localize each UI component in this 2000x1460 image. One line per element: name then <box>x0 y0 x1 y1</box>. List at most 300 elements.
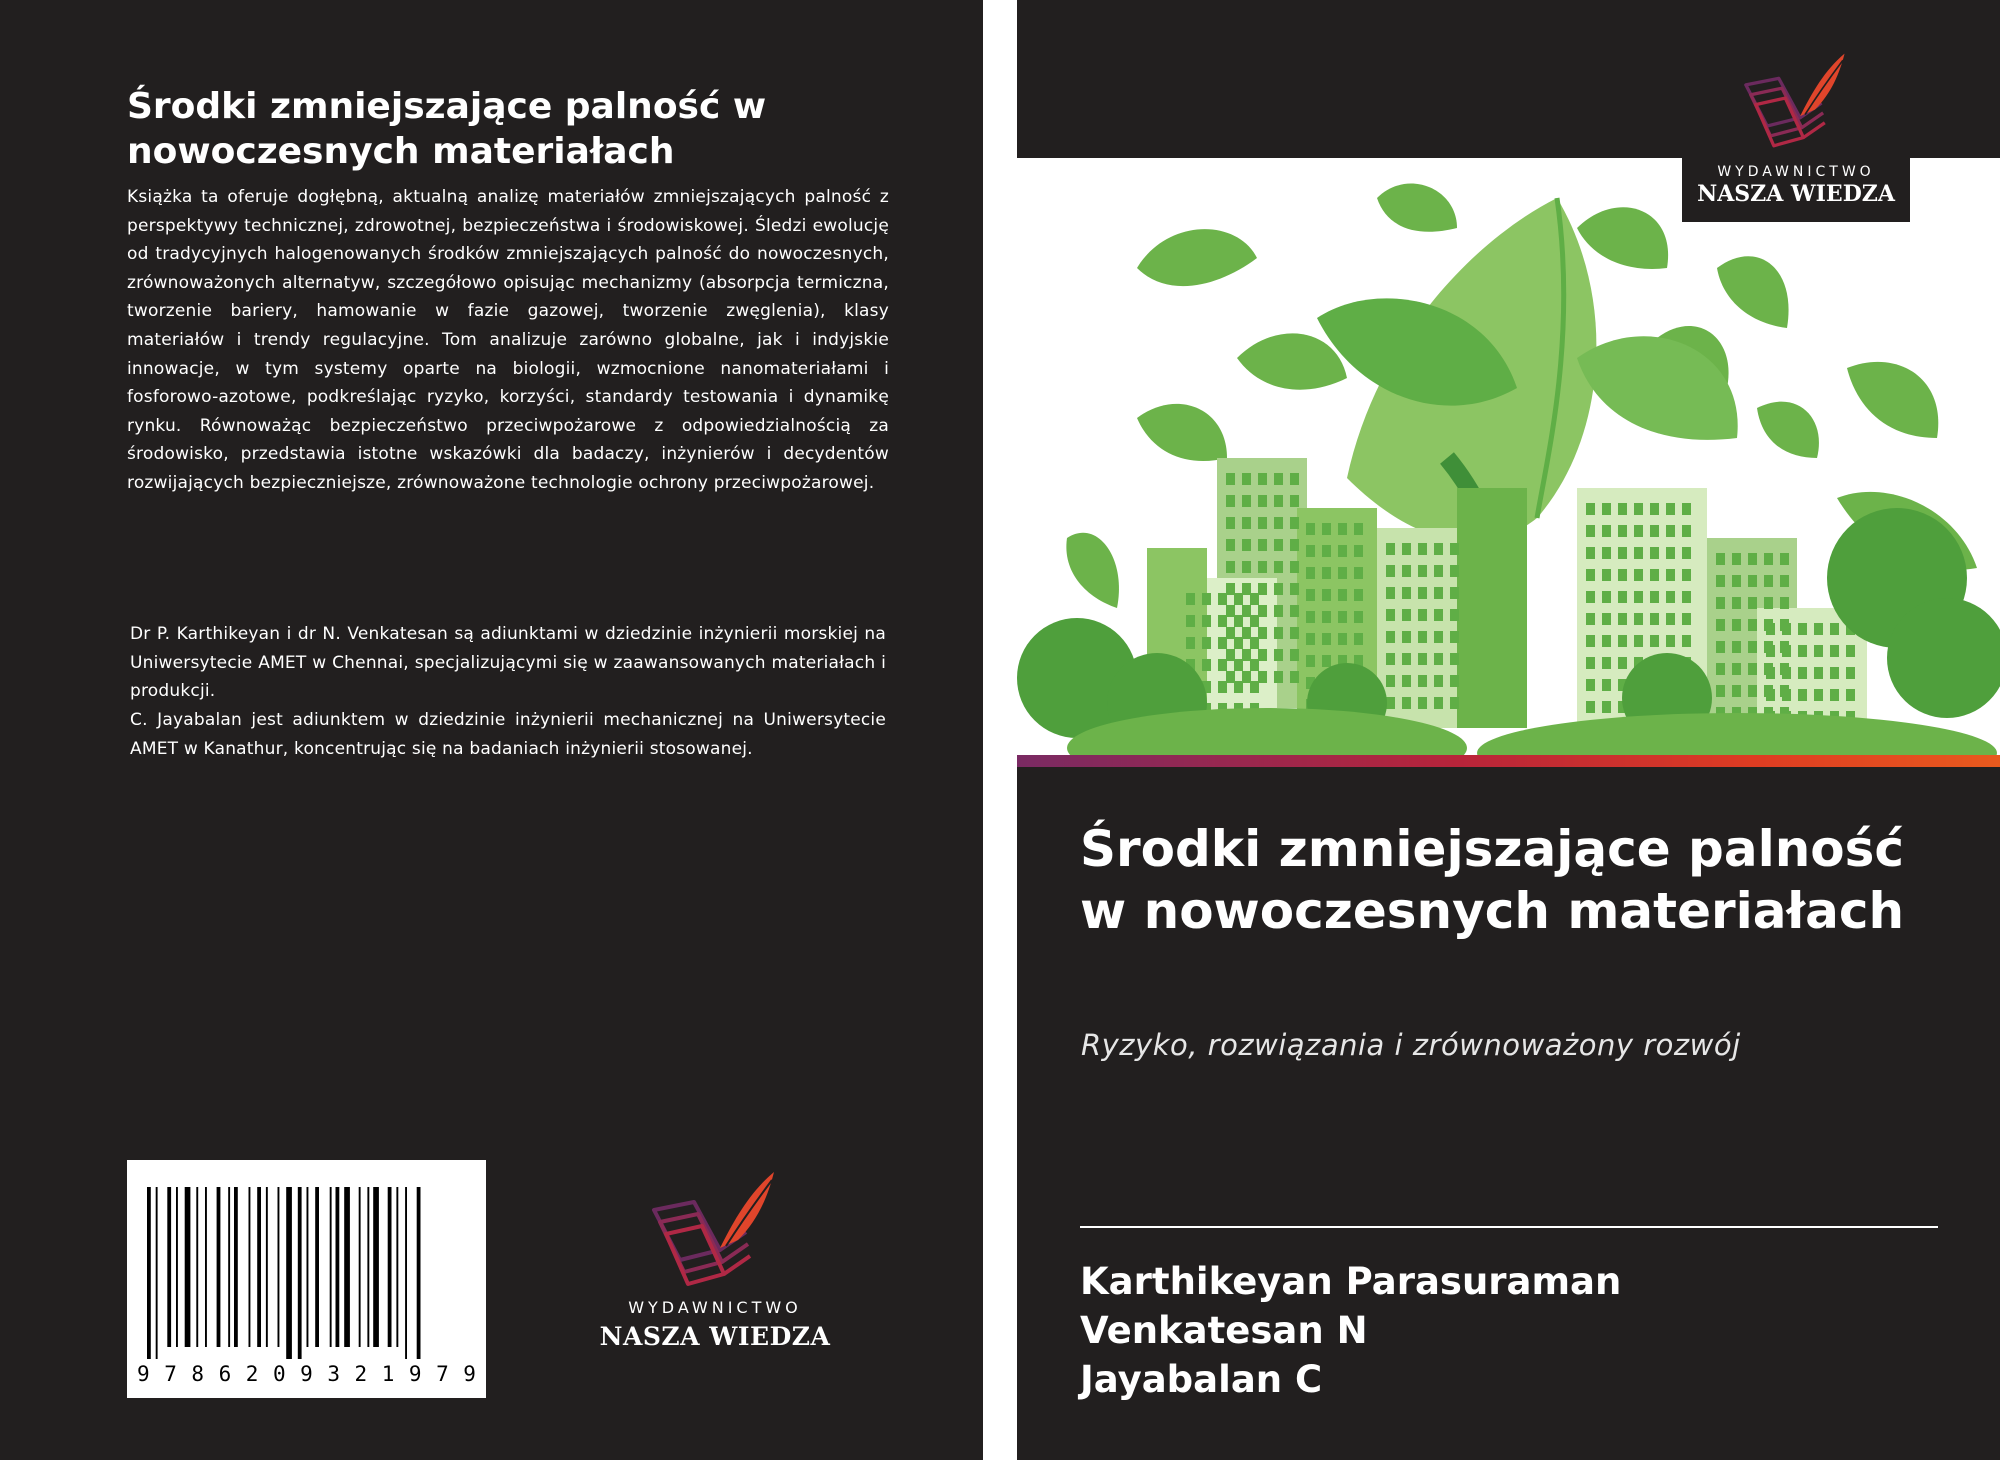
building-window <box>1780 597 1789 609</box>
building-window <box>1354 567 1363 579</box>
building-window <box>1242 583 1251 595</box>
green-city-leaves-illustration <box>1017 158 2000 762</box>
building-window <box>1418 631 1427 643</box>
building-window <box>1258 583 1267 595</box>
building-window <box>1418 697 1427 709</box>
building-window <box>1274 517 1283 529</box>
building-window <box>1274 649 1283 661</box>
building-window <box>1602 613 1611 625</box>
building-window <box>1618 569 1627 581</box>
barcode-digit: 8 <box>191 1362 205 1386</box>
building-window <box>1290 495 1299 507</box>
barcode-bar <box>167 1187 171 1347</box>
building-window <box>1306 567 1315 579</box>
barcode-bar <box>367 1187 369 1347</box>
barcode-bar <box>298 1187 302 1359</box>
building-window <box>1418 675 1427 687</box>
barcode-digit: 1 <box>381 1362 395 1386</box>
building-window <box>1586 613 1595 625</box>
building-window <box>1250 637 1259 649</box>
building-window <box>1434 697 1443 709</box>
building-window <box>1434 587 1443 599</box>
building-window <box>1634 547 1643 559</box>
building-window <box>1354 611 1363 623</box>
authors-bio-1: Dr P. Karthikeyan i dr N. Venkatesan są adiunktami w dziedzinie inżynierii morskiej na Uniwersytecie AMET w Chennai, specjalizującymi się w zaawansowanych materiałach i produkcji. <box>130 624 886 702</box>
building-window <box>1386 697 1395 709</box>
building-window <box>1764 597 1773 609</box>
building-window <box>1748 619 1757 631</box>
building-window <box>1830 623 1839 635</box>
building-window <box>1618 503 1627 515</box>
building-window <box>1226 605 1235 617</box>
building-window <box>1226 583 1235 595</box>
building-window <box>1586 635 1595 647</box>
building-window <box>1290 583 1299 595</box>
building-window <box>1226 539 1235 551</box>
building-window <box>1226 473 1235 485</box>
building-window <box>1782 689 1791 701</box>
building-window <box>1586 525 1595 537</box>
building-window <box>1434 631 1443 643</box>
building-window <box>1402 587 1411 599</box>
publisher-line1: WYDAWNICTWO <box>1717 164 1875 180</box>
barcode-bar <box>286 1187 292 1359</box>
building-window <box>1306 633 1315 645</box>
building-window <box>1306 655 1315 667</box>
barcode-bar <box>156 1187 158 1359</box>
building-window <box>1434 653 1443 665</box>
barcode-bar <box>217 1187 221 1347</box>
building-window <box>1666 525 1675 537</box>
building-window <box>1242 671 1251 683</box>
barcode-bar <box>336 1187 340 1347</box>
building-window <box>1798 689 1807 701</box>
building-window <box>1274 539 1283 551</box>
building-window <box>1306 611 1315 623</box>
building-window <box>1434 609 1443 621</box>
building-window <box>1450 543 1459 555</box>
barcode-bar <box>196 1187 198 1347</box>
author-2: Venkatesan N <box>1080 1309 1368 1352</box>
building-window <box>1766 645 1775 657</box>
building-window <box>1450 675 1459 687</box>
building-window <box>1434 675 1443 687</box>
building-window <box>1402 697 1411 709</box>
building-window <box>1258 495 1267 507</box>
building-window <box>1338 523 1347 535</box>
author-3: Jayabalan C <box>1080 1358 1323 1401</box>
building-window <box>1258 605 1267 617</box>
barcode-bar <box>373 1187 379 1347</box>
authors-bio-2: C. Jayabalan jest adiunktem w dziedzinie inżynierii mechanicznej na Uniwersytecie AMET w Kanathur, koncentrując się na badaniach inżynierii stosowanej. <box>130 710 886 759</box>
back-cover-title: Środki zmniejszające palność w nowoczesnych materiałach <box>127 86 767 172</box>
building-window <box>1218 637 1227 649</box>
building-window <box>1666 635 1675 647</box>
building-window <box>1634 569 1643 581</box>
building-window <box>1354 545 1363 557</box>
building-window <box>1748 597 1757 609</box>
barcode-bar <box>330 1187 332 1347</box>
building-window <box>1830 689 1839 701</box>
building-window <box>1586 569 1595 581</box>
barcode-bar <box>205 1187 207 1347</box>
building-window <box>1748 575 1757 587</box>
building-window <box>1338 633 1347 645</box>
building-window <box>1322 545 1331 557</box>
building-window <box>1402 631 1411 643</box>
building-window <box>1250 593 1259 605</box>
building-window <box>1226 627 1235 639</box>
building-window <box>1716 641 1725 653</box>
building-window <box>1716 575 1725 587</box>
building-window <box>1242 539 1251 551</box>
building-window <box>1234 593 1243 605</box>
building-window <box>1634 591 1643 603</box>
barcode-bar <box>176 1187 178 1347</box>
building-window <box>1202 593 1211 605</box>
building-window <box>1732 553 1741 565</box>
building-window <box>1202 637 1211 649</box>
barcode-bars <box>143 1187 470 1359</box>
barcode-digit: 6 <box>218 1362 232 1386</box>
building-window <box>1682 635 1691 647</box>
building-window <box>1226 517 1235 529</box>
building-window <box>1814 623 1823 635</box>
book-quill-icon <box>1739 52 1853 154</box>
barcode-digit: 7 <box>164 1362 177 1386</box>
building-window <box>1602 657 1611 669</box>
building-window <box>1716 553 1725 565</box>
building-window <box>1274 605 1283 617</box>
barcode-bar <box>315 1187 319 1347</box>
building-window <box>1846 689 1855 701</box>
building-window <box>1682 525 1691 537</box>
building-window <box>1682 569 1691 581</box>
barcode-bar <box>147 1187 151 1359</box>
barcode-bar <box>344 1187 350 1347</box>
building-window <box>1274 627 1283 639</box>
building-window <box>1650 525 1659 537</box>
building-window <box>1338 567 1347 579</box>
building-window <box>1258 517 1267 529</box>
building-window <box>1586 503 1595 515</box>
barcode-bar <box>185 1187 191 1347</box>
building-window <box>1322 655 1331 667</box>
barcode-digit: 9 <box>463 1362 476 1386</box>
building-window <box>1290 627 1299 639</box>
building-window <box>1354 589 1363 601</box>
building-window <box>1634 635 1643 647</box>
building-window <box>1250 659 1259 671</box>
building-window <box>1666 591 1675 603</box>
building-window <box>1226 495 1235 507</box>
building-window <box>1226 671 1235 683</box>
building-window <box>1602 525 1611 537</box>
building-window <box>1418 609 1427 621</box>
barcode-bar <box>234 1187 238 1347</box>
building-window <box>1450 631 1459 643</box>
building-window <box>1650 569 1659 581</box>
building-window <box>1666 613 1675 625</box>
building-window <box>1682 613 1691 625</box>
building-window <box>1322 567 1331 579</box>
building-window <box>1682 591 1691 603</box>
building-window <box>1290 671 1299 683</box>
building-window <box>1258 627 1267 639</box>
building-window <box>1202 615 1211 627</box>
building-window <box>1602 591 1611 603</box>
building-window <box>1814 689 1823 701</box>
building-window <box>1418 565 1427 577</box>
building-window <box>1764 553 1773 565</box>
building-window <box>1258 539 1267 551</box>
building-window <box>1798 667 1807 679</box>
building-window <box>1618 657 1627 669</box>
building-window <box>1782 667 1791 679</box>
building-window <box>1586 701 1595 713</box>
building-window <box>1602 635 1611 647</box>
building-window <box>1764 575 1773 587</box>
barcode-bar <box>257 1187 261 1347</box>
back-cover <box>0 0 983 1460</box>
building-window <box>1748 685 1757 697</box>
building-window <box>1418 587 1427 599</box>
building-window <box>1650 503 1659 515</box>
building-window <box>1798 645 1807 657</box>
building-window <box>1242 495 1251 507</box>
building-window <box>1226 649 1235 661</box>
building-window <box>1290 649 1299 661</box>
building-window <box>1386 675 1395 687</box>
building-window <box>1306 523 1315 535</box>
building-window <box>1290 517 1299 529</box>
building-window <box>1418 543 1427 555</box>
publisher-logo-front <box>1682 0 1910 222</box>
building-window <box>1290 605 1299 617</box>
building-window <box>1732 597 1741 609</box>
barcode-digit: 9 <box>300 1362 313 1386</box>
building-window <box>1618 635 1627 647</box>
building-window <box>1650 547 1659 559</box>
barcode-digit: 3 <box>327 1362 340 1386</box>
building-window <box>1716 663 1725 675</box>
building-window <box>1650 591 1659 603</box>
barcode-bar <box>249 1187 251 1347</box>
building-window <box>1402 565 1411 577</box>
building-window <box>1682 503 1691 515</box>
barcode-digit: 7 <box>436 1362 449 1386</box>
building-window <box>1780 575 1789 587</box>
building-window <box>1450 697 1459 709</box>
barcode-digit: 0 <box>272 1362 286 1386</box>
author-1: Karthikeyan Parasuraman <box>1080 1260 1622 1303</box>
building-window <box>1386 565 1395 577</box>
building-window <box>1732 685 1741 697</box>
building-window <box>1402 543 1411 555</box>
building-window <box>1242 561 1251 573</box>
isbn-barcode <box>127 1160 486 1398</box>
building-window <box>1258 671 1267 683</box>
building-window <box>1846 645 1855 657</box>
book-quill-icon <box>646 1170 784 1294</box>
building-window <box>1242 649 1251 661</box>
building-window <box>1434 565 1443 577</box>
building-window <box>1434 543 1443 555</box>
building-window <box>1602 569 1611 581</box>
building-window <box>1716 685 1725 697</box>
building-window <box>1402 653 1411 665</box>
building-window <box>1830 667 1839 679</box>
building-window <box>1782 623 1791 635</box>
building-window <box>1666 547 1675 559</box>
publisher-line2: NASZA WIEDZA <box>1697 181 1895 207</box>
building-window <box>1234 681 1243 693</box>
building-window <box>1586 547 1595 559</box>
building-window <box>1234 637 1243 649</box>
building-window <box>1250 615 1259 627</box>
publisher-logo-back <box>580 1170 850 1360</box>
building-window <box>1258 473 1267 485</box>
building-window <box>1618 613 1627 625</box>
building-window <box>1418 653 1427 665</box>
building-window <box>1354 633 1363 645</box>
building-window <box>1732 641 1741 653</box>
building-window <box>1258 561 1267 573</box>
building-window <box>1234 615 1243 627</box>
building-window <box>1322 611 1331 623</box>
barcode-bar <box>417 1187 421 1359</box>
building-window <box>1386 587 1395 599</box>
building-window <box>1814 667 1823 679</box>
building-window <box>1402 609 1411 621</box>
publisher-line2: NASZA WIEDZA <box>599 1322 831 1351</box>
building-window <box>1602 679 1611 691</box>
building-window <box>1634 503 1643 515</box>
building-window <box>1306 545 1315 557</box>
building-window <box>1602 701 1611 713</box>
building-window <box>1666 569 1675 581</box>
building-window <box>1274 473 1283 485</box>
building-window <box>1732 619 1741 631</box>
divider <box>1080 1226 1938 1228</box>
building-window <box>1666 503 1675 515</box>
barcode-bar <box>266 1187 268 1347</box>
building-window <box>1586 679 1595 691</box>
publisher-line1: WYDAWNICTWO <box>628 1298 802 1317</box>
building-window <box>1274 583 1283 595</box>
barcode-digits <box>137 1362 476 1386</box>
building-window <box>1338 611 1347 623</box>
building-window <box>1386 631 1395 643</box>
building-window <box>1450 565 1459 577</box>
barcode-digit: 2 <box>354 1362 368 1386</box>
building-window <box>1602 503 1611 515</box>
building-window <box>1274 671 1283 683</box>
barcode-bar <box>228 1187 230 1347</box>
building-window <box>1634 613 1643 625</box>
building-window <box>1450 653 1459 665</box>
building-window <box>1290 473 1299 485</box>
building-window <box>1386 653 1395 665</box>
building-window <box>1322 523 1331 535</box>
building-window <box>1618 591 1627 603</box>
barcode-bar <box>388 1187 392 1347</box>
building-window <box>1748 663 1757 675</box>
building-window <box>1322 633 1331 645</box>
building-window <box>1586 657 1595 669</box>
building-window <box>1386 609 1395 621</box>
building-window <box>1218 659 1227 671</box>
building-window <box>1234 659 1243 671</box>
building-window <box>1766 689 1775 701</box>
building-window <box>1682 547 1691 559</box>
building-window <box>1218 615 1227 627</box>
building-window <box>1732 663 1741 675</box>
barcode-bar <box>359 1187 361 1347</box>
building-window <box>1274 561 1283 573</box>
building-window <box>1846 667 1855 679</box>
building-window <box>1402 675 1411 687</box>
building-window <box>1634 525 1643 537</box>
building-window <box>1338 545 1347 557</box>
front-cover <box>1017 0 2000 1460</box>
building-window <box>1602 547 1611 559</box>
barcode-digit: 2 <box>245 1362 259 1386</box>
building-window <box>1766 623 1775 635</box>
building-window <box>1274 495 1283 507</box>
building-window <box>1650 613 1659 625</box>
building-window <box>1242 473 1251 485</box>
building-window <box>1450 587 1459 599</box>
building-window <box>1354 523 1363 535</box>
building-window <box>1650 635 1659 647</box>
building-window <box>1186 637 1195 649</box>
front-cover-subtitle: Ryzyko, rozwiązania i zrównoważony rozwój <box>1081 1028 1741 1062</box>
building-window <box>1218 593 1227 605</box>
building-window <box>1322 589 1331 601</box>
book-description: Książka ta oferuje dogłębną, aktualną analizę materiałów zmniejszających palność z perspektywy technicznej, zdrowotnej, bezpieczeństwa i środowiskowej. Śledzi ewolucję od tradycyjnych halogenowanych środków zmniejszających palność do nowoczesnych, zrównoważonych alternatyw, szczegółowo opisując mechanizmy (absorpcja termiczna, tworzenie bariery, hamowanie w fazie gazowej, tworzenie zwęglenia), klasy materiałów i trendy regulacyjne. Tom analizuje zarówno globalne, jak i indyjskie innowacje, w tym systemy oparte na biologii, wzmocnione nanomateriałami i fosforowo-azotowe, podkreślając ryzyko, korzyści, standardy testowania i dynamikę rynku. Równoważąc bezpieczeństwo przeciwpożarowe z odpowiedzialnością za środowisko, przedstawia istotne wskazówki dla badaczy, inżynierów i decydentów rozwijających bezpieczniejsze, zrównoważone technologie ochrony przeciwpożarowej. <box>127 187 889 493</box>
building-window <box>1748 641 1757 653</box>
barcode-bar <box>278 1187 280 1347</box>
building-window <box>1716 619 1725 631</box>
barcode-digit: 9 <box>408 1362 422 1386</box>
color-stripe <box>1017 755 2000 767</box>
building-window <box>1798 623 1807 635</box>
building-window <box>1386 543 1395 555</box>
building-window <box>1732 575 1741 587</box>
building-window <box>1586 591 1595 603</box>
building-window <box>1242 605 1251 617</box>
building-window <box>1814 645 1823 657</box>
building-window <box>1242 517 1251 529</box>
building-window <box>1766 667 1775 679</box>
building-window <box>1618 525 1627 537</box>
building-window <box>1830 645 1839 657</box>
building-window <box>1218 681 1227 693</box>
building-window <box>1450 609 1459 621</box>
building-window <box>1186 615 1195 627</box>
building-window <box>1780 553 1789 565</box>
building-window <box>1716 597 1725 609</box>
building-window <box>1782 645 1791 657</box>
barcode-bar <box>307 1187 309 1347</box>
barcode-bar <box>405 1187 407 1359</box>
barcode-digit: 9 <box>137 1362 150 1386</box>
building-window <box>1306 589 1315 601</box>
building-window <box>1290 539 1299 551</box>
building-window <box>1202 659 1211 671</box>
front-cover-title: Środki zmniejszające palność w nowoczesnych materiałach <box>1080 820 1905 940</box>
